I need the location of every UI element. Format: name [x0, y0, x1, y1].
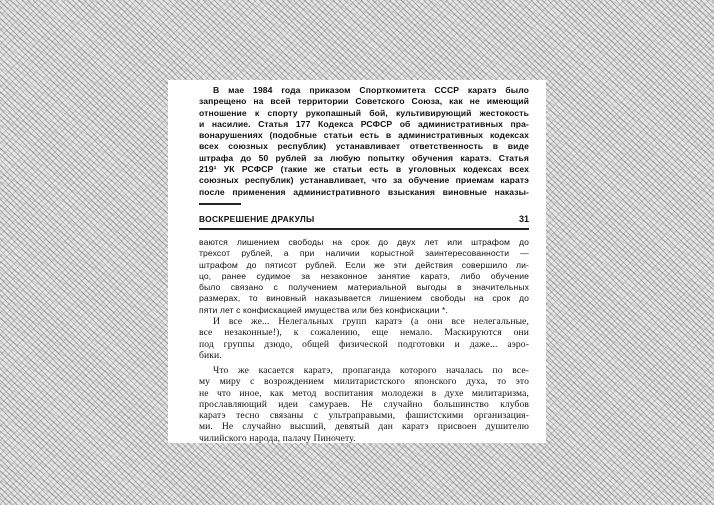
running-header — [199, 214, 529, 228]
continuation-paragraph — [199, 237, 529, 316]
text-line: цо, ранее судимое за незаконное занятие каратэ, либо обучение — [199, 270, 529, 281]
text-line: союзных республик) устанавливает, что за обучение приемам каратэ — [199, 175, 529, 186]
text-line: запрещено на всей территории Советского Союза, как не имеющий — [199, 96, 529, 107]
header-rule — [199, 228, 529, 230]
text-line: и насилие. Статья 177 Кодекса РСФСР об административных пра- — [199, 118, 529, 129]
text-line: В мае 1984 года приказом Спорткомитета СССР каратэ было — [213, 85, 529, 95]
footnote-rule — [199, 203, 241, 205]
illegal-groups-paragraph — [199, 316, 529, 361]
text-line: штрафа до 50 рублей за любую попытку обучения каратэ. Статья — [199, 152, 529, 163]
text-line: было связано с получением материальной выгоды в значительных — [199, 282, 529, 293]
running-header-title: ВОСКРЕШЕНИЕ ДРАКУЛЫ — [199, 214, 315, 224]
text-line: всех союзных республик) устанавливает ответственность в виде — [199, 141, 529, 152]
text-line: И все же... Нелегальных групп каратэ (а они все нелегальные, — [213, 316, 529, 327]
text-line: Что же касается каратэ, пропаганда которого началась по все- — [213, 365, 529, 376]
text-line: штрафом до пятисот рублей. Если же эти действия совершило ли- — [199, 259, 529, 270]
text-line: размерах, то виновный наказывается лишением свободы на срок до — [199, 293, 529, 304]
scanned-book-page — [168, 80, 546, 443]
text-line: под группы дзюдо, общей физической подготовки и даже... аэро- — [199, 338, 529, 350]
text-line: трехсот рублей, а при наличии корыстной заинтересованности — — [199, 248, 529, 259]
text-line: все незаконные!), к сожалению, еще немало. Маскируются они — [199, 327, 529, 339]
text-line: отношение к спорту рукопашный бой, культивирующий жестокость — [199, 107, 529, 118]
text-line: чилийского народа, палачу Пиночету. — [199, 432, 356, 444]
text-line: не что иное, как метод воспитания молодежи в духе милитаризма, — [199, 387, 529, 399]
text-line: каратэ тесно связаны с ультраправыми, фашистскими организация- — [199, 410, 529, 422]
text-line: прославляющий идеи самураев. Не случайно большинство клубов — [199, 398, 529, 410]
text-line: пяти лет с конфискацией имущества или без конфискации *. — [199, 304, 448, 315]
text-line: му миру с возрождением милитаристского японского духа, то это — [199, 376, 529, 388]
text-line: после применения административного взыскания виновные наказы- — [199, 186, 529, 197]
top-paragraph — [199, 85, 529, 198]
text-line: ми. Не случайно высший, девятый дан каратэ присвоен душителю — [199, 421, 529, 433]
text-line: ваются лишением свободы на срок до двух лет или штрафом до — [199, 237, 529, 247]
propaganda-paragraph — [199, 365, 529, 444]
text-line: бики. — [199, 349, 222, 361]
text-line: вонарушениях (подобные статьи есть в административных кодексах — [199, 130, 529, 141]
page-number: 31 — [518, 214, 529, 224]
text-line: 219¹ УК РСФСР (такие же статьи есть в уголовных кодексах всех — [199, 164, 529, 175]
